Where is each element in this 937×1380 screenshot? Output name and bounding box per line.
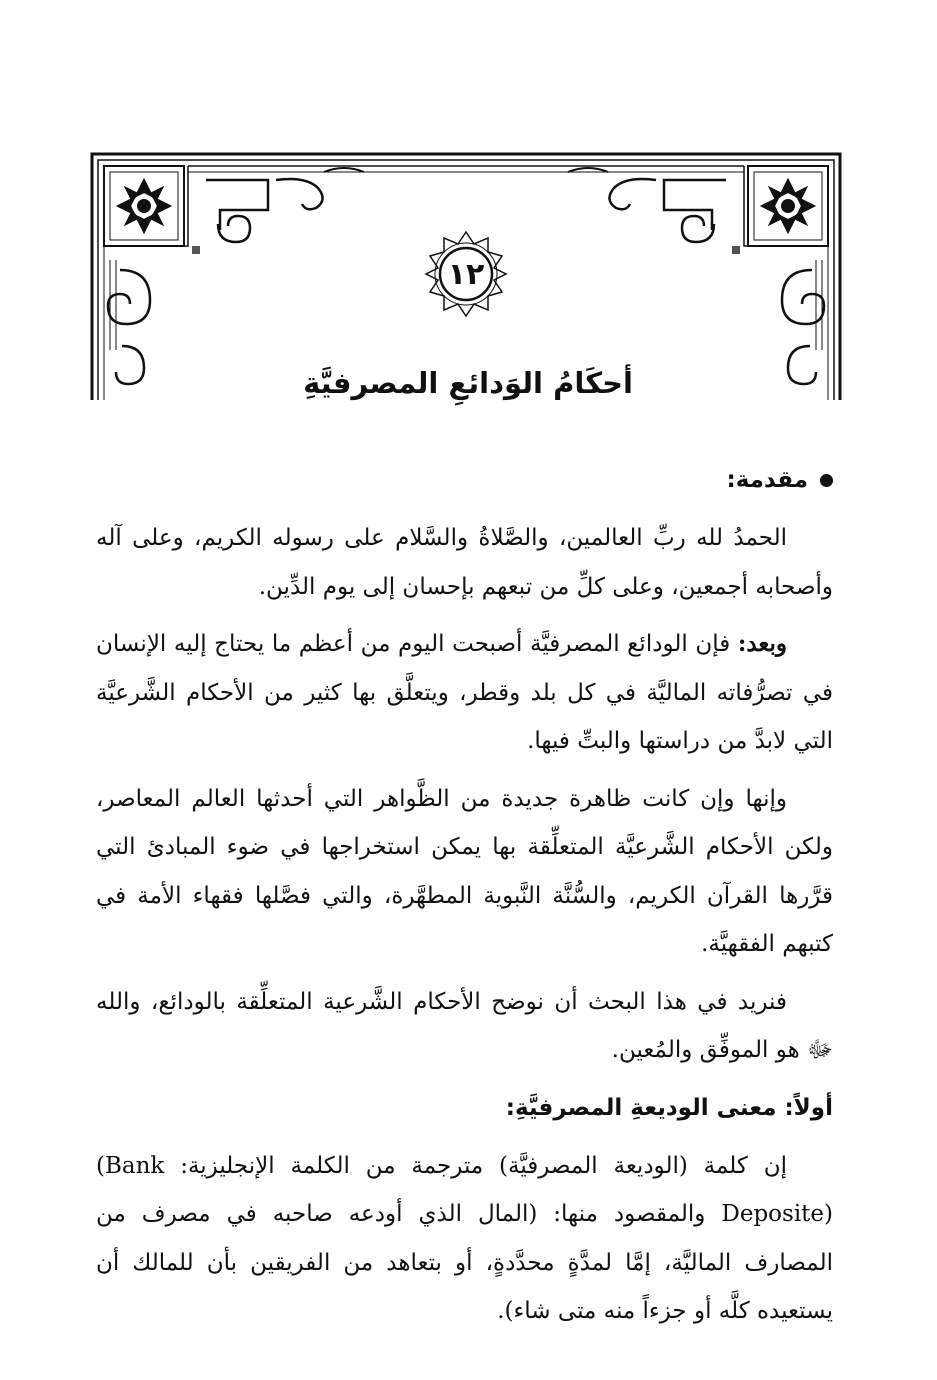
section-heading: أولاً: معنى الوديعةِ المصرفيَّةِ:: [505, 1094, 833, 1121]
paragraph: إن كلمة (الوديعة المصرفيَّة) مترجمة من الكلمة الإنجليزية: (Bank Deposite) والمقصود منها: (المال الذي أودعه صاحبه في مصرف من المصارف الماليَّة، إمَّا لمدَّةٍ محدَّدةٍ، أو بتعاهد من الفريقين بأن للمالك أن يستعيده كلَّه أو جزءاً منه متى شاء).: [96, 1152, 833, 1324]
chapter-number-badge: [418, 226, 514, 322]
bullet-icon: [820, 474, 833, 487]
paragraph: وإنها وإن كانت ظاهرة جديدة من الظَّواهر التي أحدثها العالم المعاصر، ولكن الأحكام الشَّرعيَّة المتعلِّقة بها يمكن استخراجها في ضوء المبادئ التي قرَّرها القرآن الكريم، والسُّنَّة النَّبوية المطهَّرة، والتي فصَّلها فقهاء الأمة في كتبهم الفقهيَّة.: [96, 785, 833, 957]
paragraph-lead: وبعد:: [737, 630, 787, 657]
chapter-number: ١٢: [447, 256, 485, 292]
body-text: [96, 456, 833, 1345]
english-term: (Bank Deposite): [96, 1152, 833, 1227]
paragraph: فنريد في هذا البحث أن نوضح الأحكام الشَّرعية المتعلِّقة بالودائع، والله ﷻ هو الموفِّق والمُعين.: [96, 988, 833, 1063]
intro-heading: مقدمة:: [96, 456, 833, 504]
chapter-title: أحكَامُ الوَدائعِ المصرفيَّةِ: [303, 366, 633, 400]
paragraph: الحمدُ لله ربِّ العالمين، والصَّلاةُ والسَّلام على رسوله الكريم، وعلى آله وأصحابه أجمعين، وعلى كلِّ من تبعهم بإحسان إلى يوم الدِّين.: [96, 525, 833, 600]
paragraph: وبعد: فإن الودائع المصرفيَّة أصبحت اليوم من أعظم ما يحتاج إليه الإنسان في تصرُّفاته الماليَّة في كل بلد وقطر، ويتعلَّق بها كثير من الأحكام الشَّرعيَّة التي لابدَّ من دراستها والبتِّ فيها.: [96, 630, 833, 754]
